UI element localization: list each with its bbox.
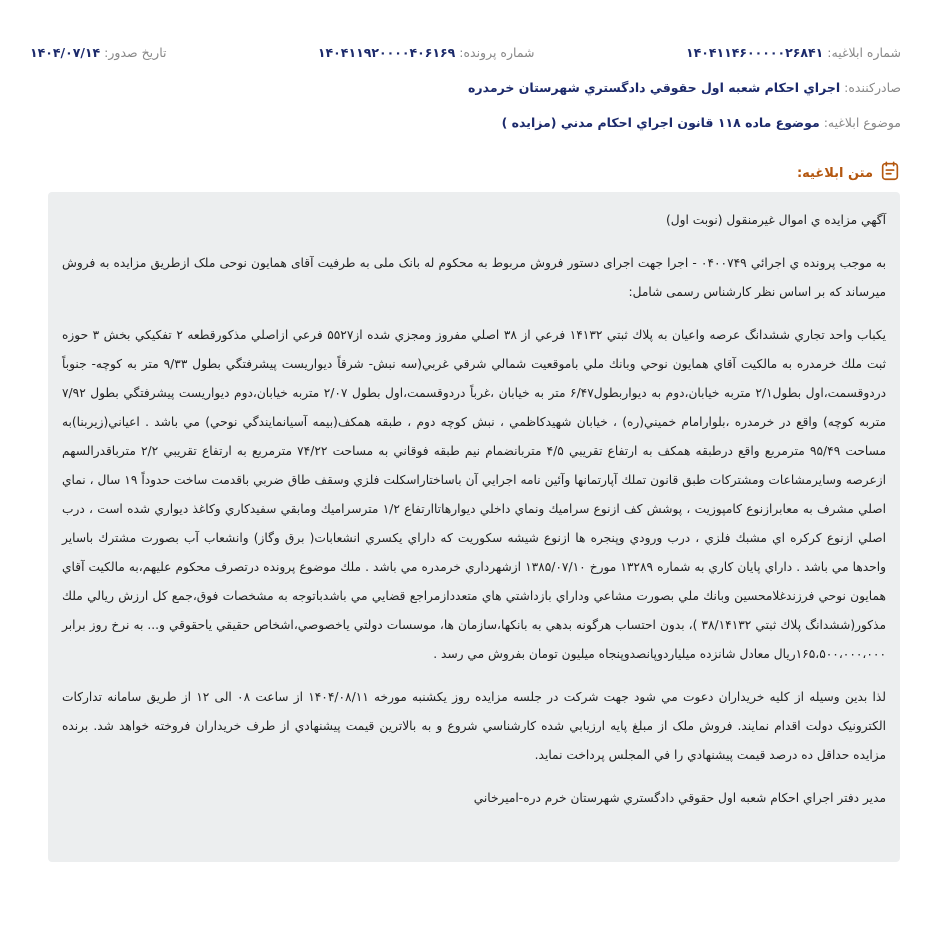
notice-body [48, 192, 900, 862]
notice-intro: به موجب پرونده ي اجرائي ۰۴۰۰۷۴۹ - اجرا جهت اجرای دستور فروش مربوط به محکوم له بانک ملی به طرفیت آقای همایون نوحی ملک ازطریق مزایده به فروش میرساند که بر اساس نظر کارشناس رسمی شامل: [62, 256, 886, 299]
notepad-icon [879, 160, 901, 186]
issuer-row: صادرکننده: اجراي احکام شعبه اول حقوقي دادگستري شهرستان خرمدره [468, 80, 901, 95]
notice-number: شماره ابلاغیه: ۱۴۰۴۱۱۴۶۰۰۰۰۰۲۶۸۴۱ [685, 45, 901, 60]
notice-text-title: متن ابلاغیه: [797, 160, 901, 186]
auction-invitation: لذا بدين وسيله از كليه خريداران دعوت مي شود جهت شركت در جلسه مزايده روز يكشنبه مورخه ۱۴۰۴/۰۸/۱۱ از ساعت ۰۸ الی ۱۲ از طريق سامانه تداركات الكترونيک دولت اقدام نمايند. فروش ملک از مبلغ پايه ارزيابي شده كارشناسي شروع و به بالاترين قيمت پيشنهادي از طرف خريداران فروخته خواهد شد. برنده مزايده حداقل ده درصد قيمت پيشنهادي را في المجلس پرداخت نمايد. [62, 690, 886, 762]
subject-row: موضوع ابلاغیه: موضوع ماده ۱۱۸ قانون اجراي احکام مدني (مزايده ) [501, 115, 901, 130]
notice-meta-row [30, 45, 901, 60]
case-number: شماره پرونده: ۱۴۰۴۱۱۹۲۰۰۰۰۴۰۶۱۶۹ [317, 45, 535, 60]
property-description: يكباب واحد تجاري ششدانگ عرصه واعيان به پلاك ثبتي ۱۴۱۳۲ فرعي از ۳۸ اصلي مفروز ومجزي شده از۵۵۲۷ فرعي ازاصلي مذكورقطعه ۲ تفكيكي بخش ۳ حوزه ثبت ملك خرمدره به مالكيت آقاي همايون نوحي وبانك ملي باموقعيت شمالي شرقي غربي(سه نبش- شرقاً ديواريست پيشرفتگي بطول ۹/۳۳ متر به كوچه- جنوباً دردوقسمت،اول بطول۲/۱ متربه خيابان،دوم به ديواربطول۶/۴۷ متر به خيابان ،غرباً دردوقسمت،اول بطول ۲/۰۷ متربه خيابان،دوم ديواريست پيشرفتگي بطول ۷/۹۲ متربه كوچه) واقع در خرمدره ،بلوارامام خميني(ره) ، خيابان شهيدكاظمي ، نبش كوچه دوم ، طبقه همكف(بيمه آسيانمايندگي نوحي) مي باشد . اعياني(زيربنا)به مساحت ۹۵/۴۹ مترمربع واقع درطبقه همكف به ارتفاع تقريبي ۴/۵ متربانضمام نيم طبقه فوقاني به مساحت ۷۴/۲۲ مترمربع به ارتفاع تقريبي ۲/۲ مترباقدرالسهم ازعرصه وسايرمشاعات ومشتركات طبق قانون تملك آپارتمانها وآئين نامه اجرايي آن باساختاراسكلت فلزي وسقف طاق ضربي باقدمت ساخت حدوداً ۱۹ سال ، نماي اصلي مشرف به معابرازنوع كامپوزيت ، پوشش كف ازنوع سراميك ونماي داخلي ديوارهاتاارتفاع ۱/۲ مترسراميك ومابقي سفيدكاري وكاغذ ديواري شده است ، درب اصلي ازنوع كركره اي مشبك فلزي ، درب ورودي وپنجره ها ازنوع شيشه سكوريت كه داراي يكسري انشعابات( برق وگاز) وانشعاب آب بصورت مشترك باساير واحدها مي باشد . داراي پايان كاري به شماره ۱۳۲۸۹ مورخ ۱۳۸۵/۰۷/۱۰ ازشهرداري خرمدره مي باشد . ملك موضوع پرونده درتصرف محكوم عليهم،به مالكيت آقاي همايون نوحي فرزندغلامحسين وبانك ملي بصورت مشاعي وداراي بازداشتي هاي متعددازمراجع قضايي مي باشدباتوجه به مشخصات فوق،جمع كل ارزش ريالي ملك مذكور(ششدانگ پلاك ثبتي ۳۸/۱۴۱۳۲ )، بدون احتساب هرگونه بدهي به بانكها،سازمان ها، موسسات دولتي ياخصوصي،اشخاص حقيقي ياحقوقي و... به نرخ روز برابر ۱۶۵،۵۰۰،۰۰۰،۰۰۰ريال معادل شانزده ميلياردوپانصدوپنجاه ميليون تومان بفروش مي رسد . [62, 328, 887, 661]
notice-heading: آگهي مزايده ي اموال غيرمنقول (نوبت اول) [666, 213, 886, 227]
issue-date: تاریخ صدور: ۱۴۰۴/۰۷/۱۴ [30, 45, 167, 60]
signature: مدير دفتر اجراي احكام شعبه اول حقوقي دادگستري شهرستان خرم دره-اميرخاني [473, 791, 886, 805]
